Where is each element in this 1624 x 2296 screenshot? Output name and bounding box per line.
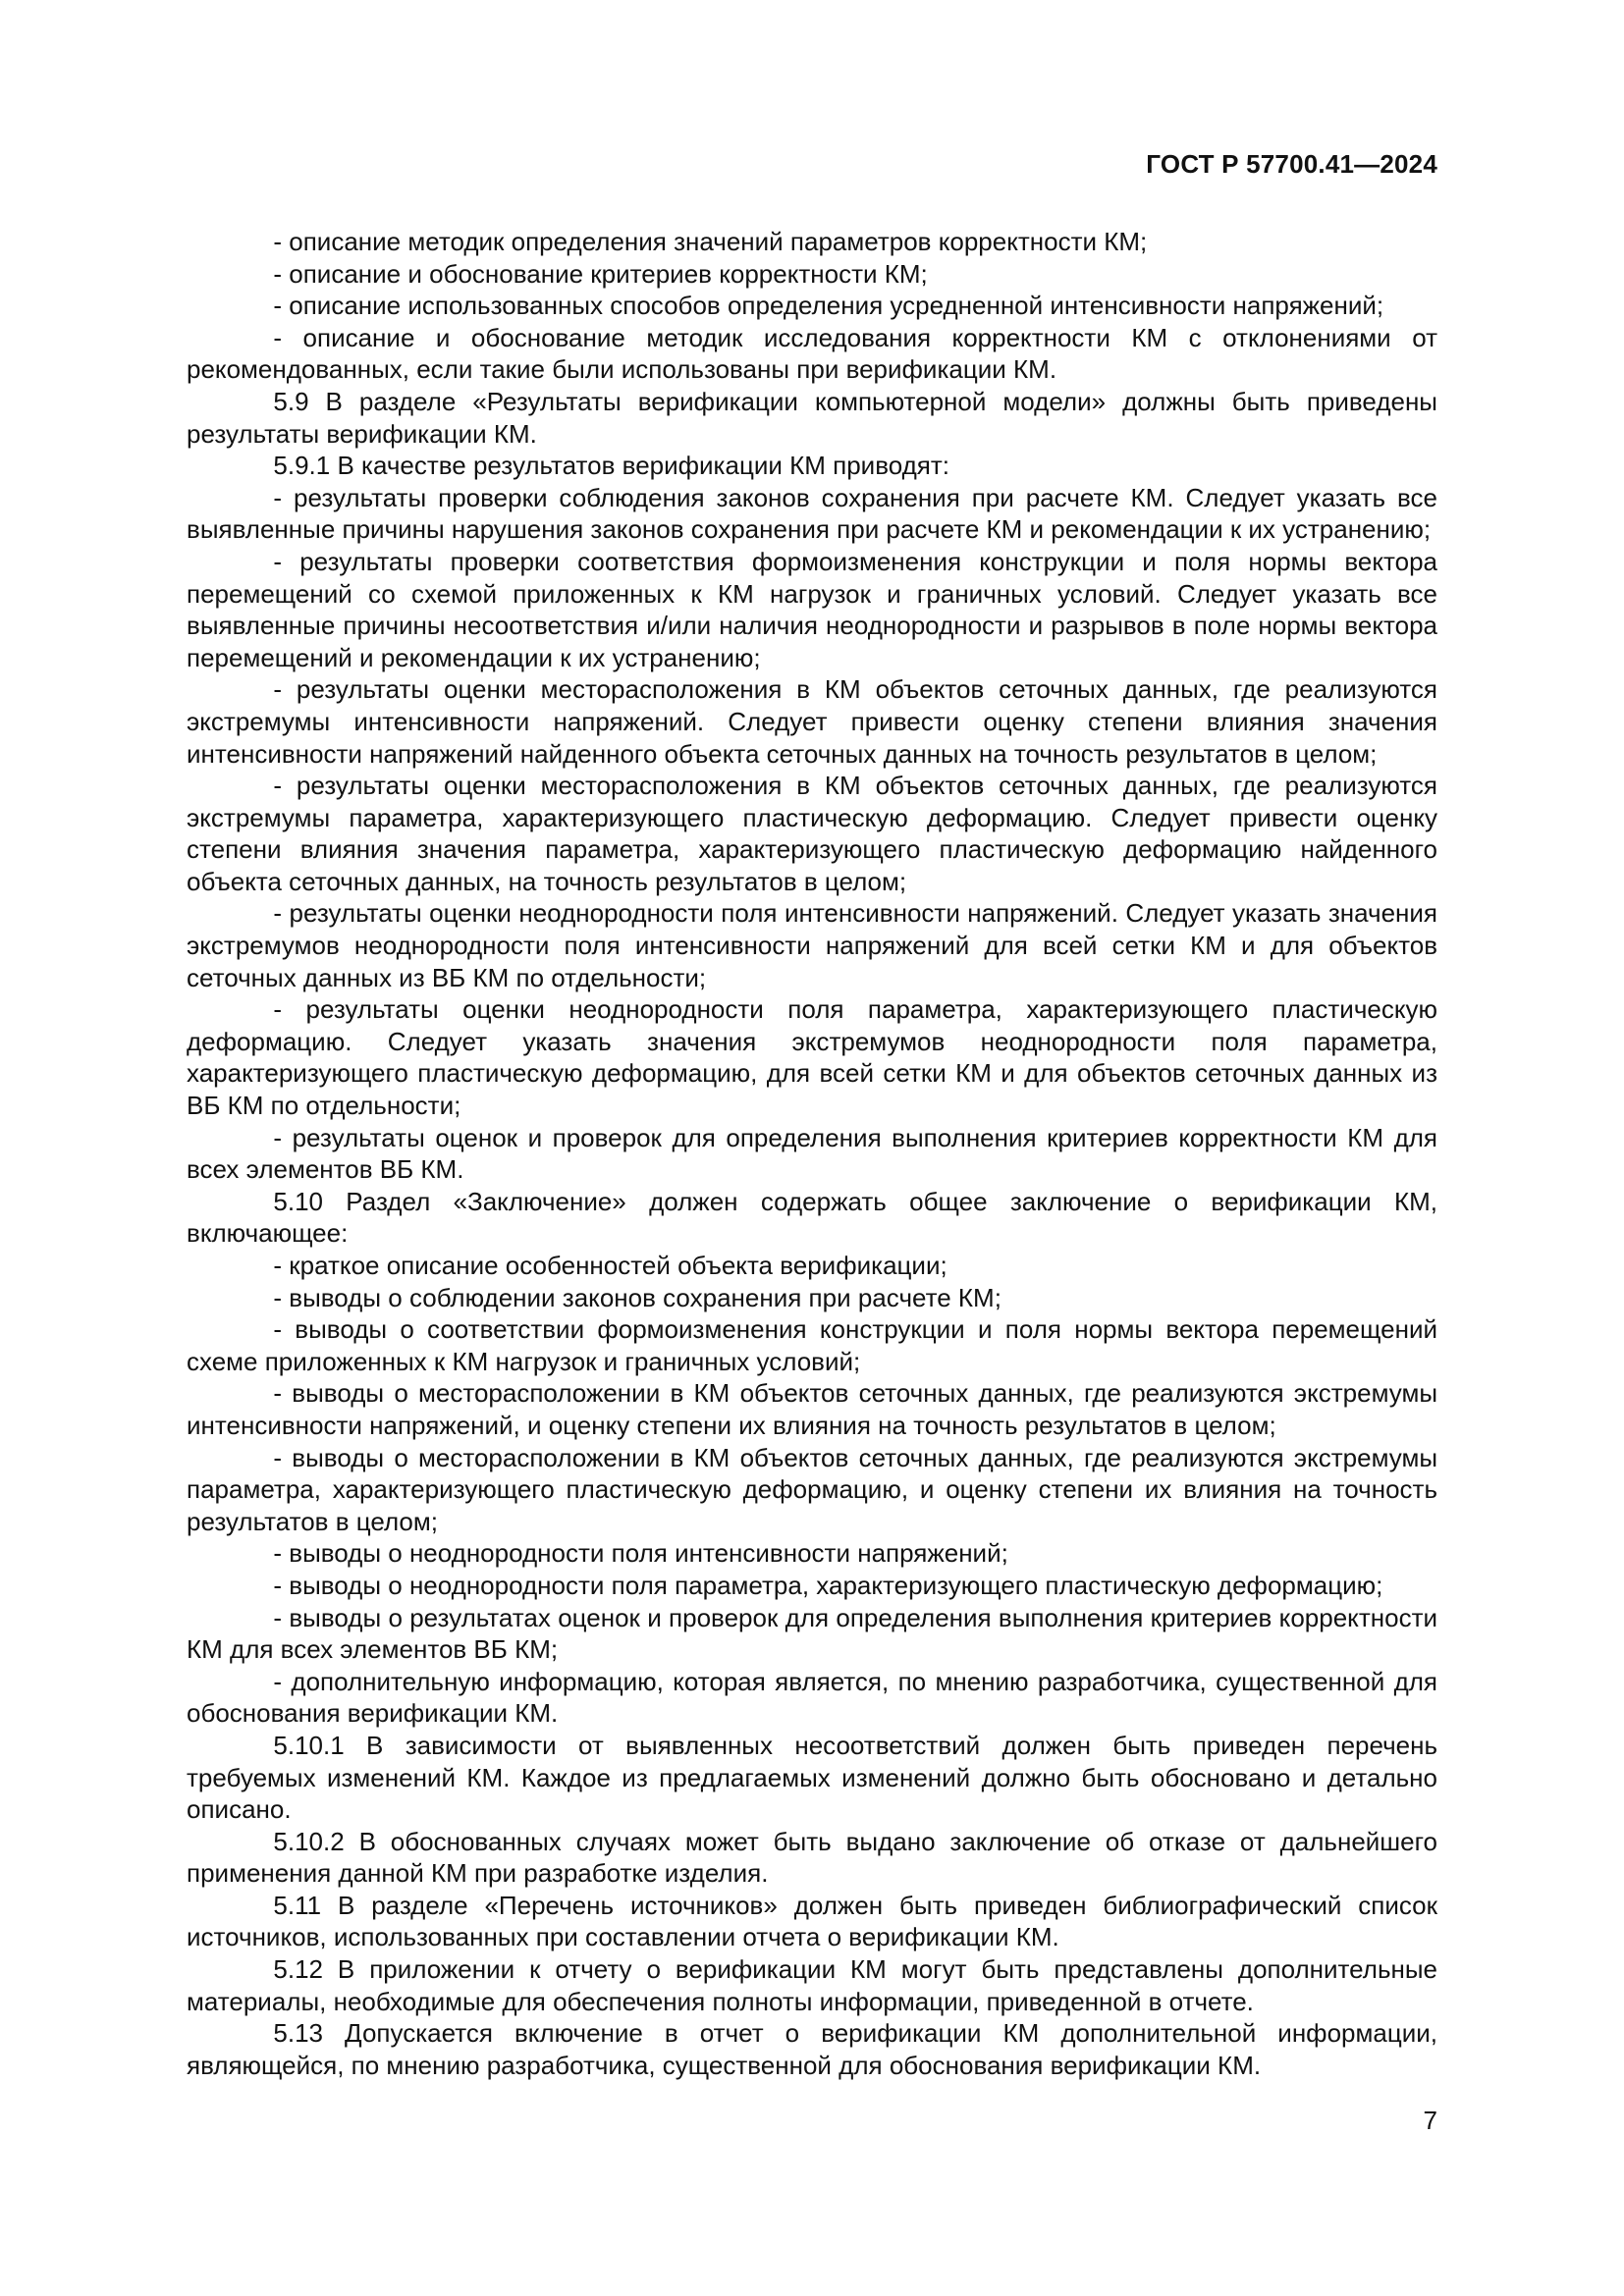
list-item: - результаты проверки соблюдения законов сохранения при расчете КМ. Следует указать все выявленные причины нарушения законов сохранения при расчете КМ и рекомендации к их устранению; bbox=[187, 482, 1437, 545]
page-number: 7 bbox=[1423, 2106, 1437, 2135]
list-item: - результаты оценки месторасположения в КМ объектов сеточных данных, где реализуются экстремумы интенсивности напряжений. Следует привести оценку степени влияния значения интенсивности напряжений найденного объекта сеточных данных на точность результатов в целом; bbox=[187, 674, 1437, 769]
list-item: - результаты оценки месторасположения в КМ объектов сеточных данных, где реализуются экстремумы параметра, характеризующего пластическую деформацию. Следует привести оценку степени влияния значения параметра, характеризующего пластическую деформацию найденного объекта сеточных данных, на точность результатов в целом; bbox=[187, 771, 1437, 896]
list-item: - результаты оценки неоднородности поля параметра, характеризующего пластическую деформацию. Следует указать значения экстремумов неоднородности поля параметра, характеризующего пластическую деформацию, для всей сетки КМ и для объектов сеточных данных из ВБ КМ по отдельности; bbox=[187, 994, 1437, 1121]
list-item: - выводы о соблюдении законов сохранения при расчете КМ; bbox=[273, 1282, 1001, 1312]
section-paragraph: 5.11 В разделе «Перечень источников» должен быть приведен библиографический список источников, использованных при составлении отчета о верификации КМ. bbox=[187, 1890, 1437, 1952]
list-item: - выводы о результатах оценок и проверок для определения выполнения критериев корректности КМ для всех элементов ВБ КМ; bbox=[187, 1602, 1437, 1665]
list-item: - дополнительную информацию, которая является, по мнению разработчика, существенной для обоснования верификации КМ. bbox=[187, 1666, 1437, 1729]
section-paragraph: 5.13 Допускается включение в отчет о верификации КМ дополнительной информации, являющейся, по мнению разработчика, существенной для обоснования верификации КМ. bbox=[187, 2018, 1437, 2080]
list-item: - выводы о неоднородности поля интенсивности напряжений; bbox=[273, 1538, 1008, 1569]
section-paragraph: 5.9.1 В качестве результатов верификации КМ приводят: bbox=[273, 451, 949, 481]
document-body bbox=[187, 226, 1437, 2081]
list-item: - результаты проверки соответствия формоизменения конструкции и поля нормы вектора перемещений со схемой приложенных к КМ нагрузок и граничных условий. Следует указать все выявленные причины несоответствия и/или наличия неоднородности и разрывов в поле нормы вектора перемещений и рекомендации к их устранению; bbox=[187, 546, 1437, 672]
section-paragraph: 5.9 В разделе «Результаты верификации компьютерной модели» должны быть приведены результаты верификации КМ. bbox=[187, 386, 1437, 449]
section-paragraph: 5.10 Раздел «Заключение» должен содержать общее заключение о верификации КМ, включающее: bbox=[187, 1186, 1437, 1249]
list-item: - выводы о месторасположении в КМ объектов сеточных данных, где реализуются экстремумы параметра, характеризующего пластическую деформацию, и оценку степени их влияния на точность результатов в целом; bbox=[187, 1442, 1437, 1536]
list-item: - описание использованных способов определения усредненной интенсивности напряжений; bbox=[273, 291, 1384, 321]
list-item: - результаты оценки неоднородности поля интенсивности напряжений. Следует указать значения экстремумов неоднородности поля интенсивности напряжений для всей сетки КМ и для объектов сеточных данных из ВБ КМ по отдельности; bbox=[187, 898, 1437, 992]
list-item: - результаты оценок и проверок для определения выполнения критериев корректности КМ для всех элементов ВБ КМ. bbox=[187, 1122, 1437, 1185]
list-item: - выводы о соответствии формоизменения конструкции и поля нормы вектора перемещений схеме приложенных к КМ нагрузок и граничных условий; bbox=[187, 1314, 1437, 1376]
list-item: - краткое описание особенностей объекта верификации; bbox=[273, 1251, 947, 1280]
list-item: - описание методик определения значений параметров корректности КМ; bbox=[273, 227, 1148, 256]
section-paragraph: 5.10.1 В зависимости от выявленных несоответствий должен быть приведен перечень требуемых изменений КМ. Каждое из предлагаемых изменений должно быть обосновано и детально описано. bbox=[187, 1730, 1437, 1825]
list-item: - описание и обоснование методик исследования корректности КМ с отклонениями от рекомендованных, если такие были использованы при верификации КМ. bbox=[187, 322, 1437, 385]
list-item: - выводы о месторасположении в КМ объектов сеточных данных, где реализуются экстремумы интенсивности напряжений, и оценку степени их влияния на точность результатов в целом; bbox=[187, 1378, 1437, 1440]
list-item: - выводы о неоднородности поля параметра, характеризующего пластическую деформацию; bbox=[273, 1570, 1383, 1600]
section-paragraph: 5.12 В приложении к отчету о верификации КМ могут быть представлены дополнительные материалы, необходимые для обеспечения полноты информации, приведенной в отчете. bbox=[187, 1954, 1437, 2016]
list-item: - описание и обоснование критериев корректности КМ; bbox=[273, 258, 928, 289]
section-paragraph: 5.10.2 В обоснованных случаях может быть выдано заключение об отказе от дальнейшего применения данной КМ при разработке изделия. bbox=[187, 1826, 1437, 1889]
document-code-header: ГОСТ Р 57700.41—2024 bbox=[1146, 149, 1437, 179]
